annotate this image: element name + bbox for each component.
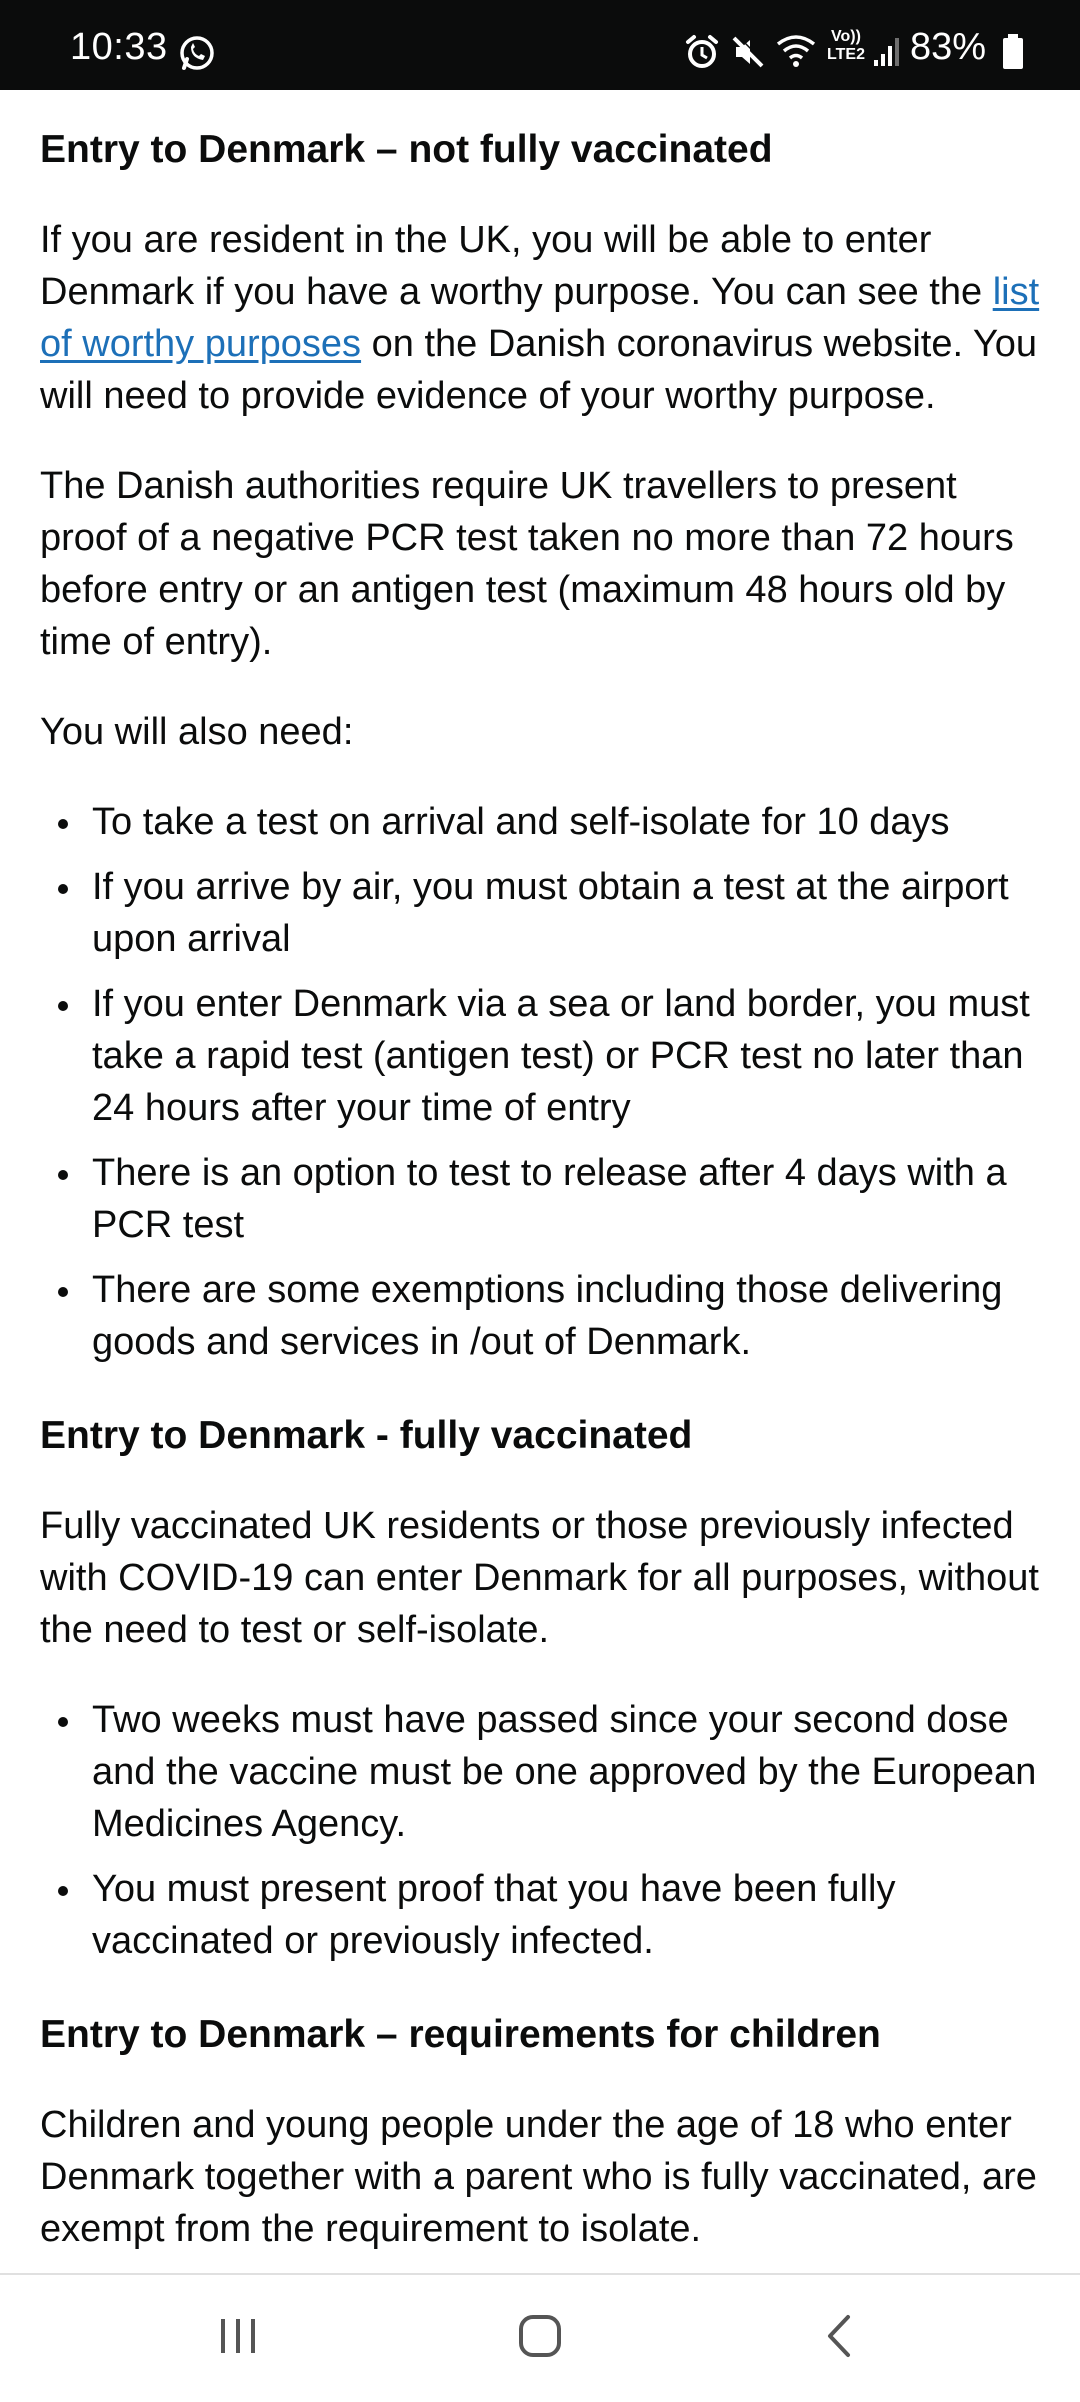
paragraph-children: Children and young people under the age of 18 who enter Denmark together with a parent who is fully vaccinated, are exempt from the requirement to isolate. <box>40 2104 1037 2250</box>
paragraph-fully-vaccinated: Fully vaccinated UK residents or those previously infected with COVID-19 can enter Denmark for all purposes, without the need to test or self-isolate. <box>40 1505 1039 1651</box>
back-icon <box>822 2313 858 2364</box>
worthy-purposes-link[interactable]: list of worthy purposes <box>40 271 1040 365</box>
paragraph-text-before-link: If you are resident in the UK, you will be able to enter Denmark if you have a worthy purpose. You can see the <box>40 219 983 313</box>
status-icons <box>684 28 1024 68</box>
requirements-list <box>40 796 1040 1368</box>
status-bar <box>0 0 1080 90</box>
list-item: If you enter Denmark via a sea or land border, you must take a rapid test (antigen test) or PCR test no later than 24 hours after your time of entry <box>40 978 1040 1134</box>
vaccinated-requirements-list <box>40 1694 1040 1967</box>
battery-icon <box>1002 34 1024 75</box>
wifi-icon <box>776 32 816 73</box>
recent-apps-button[interactable] <box>178 2303 298 2373</box>
paragraph-test-requirement: The Danish authorities require UK travellers to present proof of a negative PCR test taken no more than 72 hours before entry or an antigen test (maximum 48 hours old by time of entry). <box>40 465 1014 663</box>
list-item: If you arrive by air, you must obtain a test at the airport upon arrival <box>40 861 1040 965</box>
recent-apps-icon <box>217 2315 259 2362</box>
signal-icon <box>872 34 902 73</box>
article-content <box>40 90 1040 2255</box>
paragraph-text-after-link: on the Danish coronavirus website. You will need to provide evidence of your worthy purpose. <box>40 323 1038 417</box>
back-button[interactable] <box>780 2303 900 2373</box>
whatsapp-icon <box>178 34 216 77</box>
list-item: There are some exemptions including those delivering goods and services in /out of Denmark. <box>40 1264 1040 1368</box>
home-icon <box>517 2313 563 2364</box>
paragraph-also-need: You will also need: <box>40 711 354 753</box>
alarm-icon <box>684 34 720 75</box>
list-item: Two weeks must have passed since your second dose and the vaccine must be one approved by the European Medicines Agency. <box>40 1694 1040 1850</box>
mute-icon <box>730 34 766 75</box>
list-item: You must present proof that you have been fully vaccinated or previously infected. <box>40 1863 1040 1967</box>
volte-label-top: Vo)) <box>831 28 861 45</box>
navigation-bar <box>0 2273 1080 2402</box>
battery-percent: 83% <box>909 26 986 68</box>
heading-fully-vaccinated: Entry to Denmark - fully vaccinated <box>40 1414 693 1457</box>
list-item: To take a test on arrival and self-isolate for 10 days <box>40 796 1040 848</box>
heading-children: Entry to Denmark – requirements for children <box>40 2013 881 2056</box>
list-item: There is an option to test to release after 4 days with a PCR test <box>40 1147 1040 1251</box>
home-button[interactable] <box>480 2303 600 2373</box>
status-time: 10:33 <box>70 26 168 68</box>
paragraph-worthy-purpose <box>40 214 1040 422</box>
volte-label-bottom: LTE2 <box>827 46 865 63</box>
heading-not-fully-vaccinated: Entry to Denmark – not fully vaccinated <box>40 128 773 171</box>
volte-icon <box>822 28 870 64</box>
